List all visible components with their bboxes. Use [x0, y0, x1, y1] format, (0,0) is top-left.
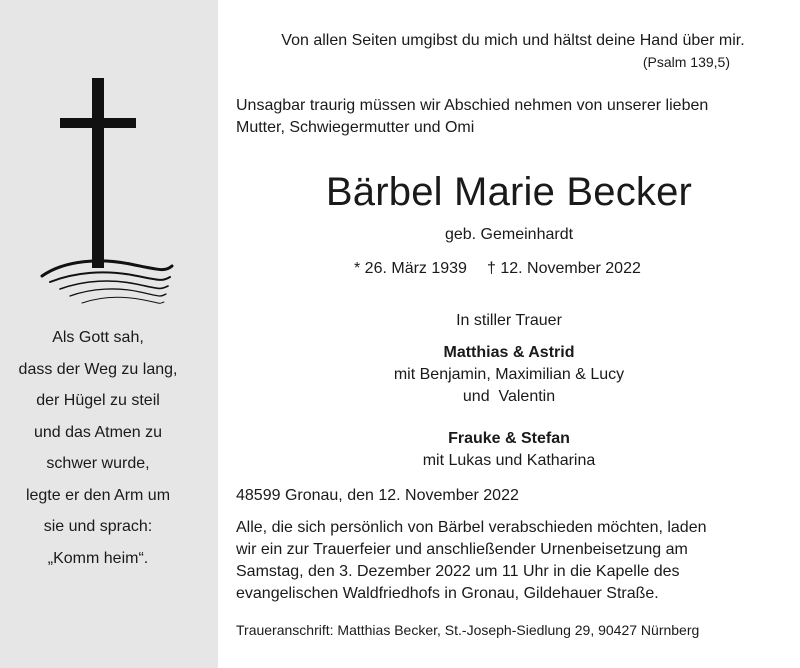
- cross-horizontal-beam: [60, 118, 136, 128]
- mourning-address: Traueranschrift: Matthias Becker, St.-Joseph-Siedlung 29, 90427 Nürnberg: [236, 622, 700, 638]
- poem-line: sie und sprach:: [43, 518, 153, 535]
- invitation-line-1: Alle, die sich persönlich von Bärbel verabschieden möchten, laden: [236, 519, 707, 536]
- invitation-line-4: evangelischen Waldfriedhofs in Gronau, Gildehauer Straße.: [236, 585, 659, 602]
- cross-vertical-beam: [92, 78, 104, 268]
- family-2-names: Frauke & Stefan: [448, 430, 570, 447]
- family-1-names: Matthias & Astrid: [443, 344, 575, 361]
- main-text: [218, 0, 800, 668]
- family-1-line-2: und Valentin: [462, 388, 556, 405]
- poem-line: legte er den Arm um: [25, 486, 171, 504]
- birth-date: * 26. März 1939: [354, 260, 467, 277]
- poem-line: „Komm heim“.: [47, 549, 149, 567]
- mourners-heading: In stiller Trauer: [456, 312, 562, 329]
- death-date: † 12. November 2022: [487, 260, 641, 277]
- place-date: 48599 Gronau, den 12. November 2022: [236, 487, 519, 504]
- poem-line: schwer wurde,: [46, 455, 150, 472]
- invitation-line-2: wir ein zur Trauerfeier und anschließender Urnenbeisetzung am: [236, 541, 688, 558]
- left-panel: [0, 0, 218, 668]
- waves-icon: [42, 261, 172, 303]
- poem: [0, 322, 196, 574]
- poem-line: und das Atmen zu: [33, 423, 163, 441]
- birth-name: geb. Gemeinhardt: [444, 226, 574, 243]
- family-2-line-1: mit Lukas und Katharina: [422, 452, 596, 469]
- deceased-name: Bärbel Marie Becker: [325, 170, 693, 214]
- intro-line-1: Unsagbar traurig müssen wir Abschied nehmen von unserer lieben: [236, 97, 709, 114]
- cross-icon: [40, 78, 175, 308]
- poem-line: Als Gott sah,: [52, 329, 144, 346]
- family-1-line-1: mit Benjamin, Maximilian & Lucy: [393, 366, 625, 383]
- poem-line: dass der Weg zu lang,: [18, 360, 178, 378]
- poem-line: der Hügel zu steil: [36, 392, 160, 409]
- psalm-reference: (Psalm 139,5): [642, 54, 730, 70]
- psalm-quote: Von allen Seiten umgibst du mich und hältst deine Hand über mir.: [281, 32, 745, 49]
- intro-line-2: Mutter, Schwiegermutter und Omi: [236, 119, 475, 136]
- invitation-line-3: Samstag, den 3. Dezember 2022 um 11 Uhr in die Kapelle des: [236, 563, 680, 580]
